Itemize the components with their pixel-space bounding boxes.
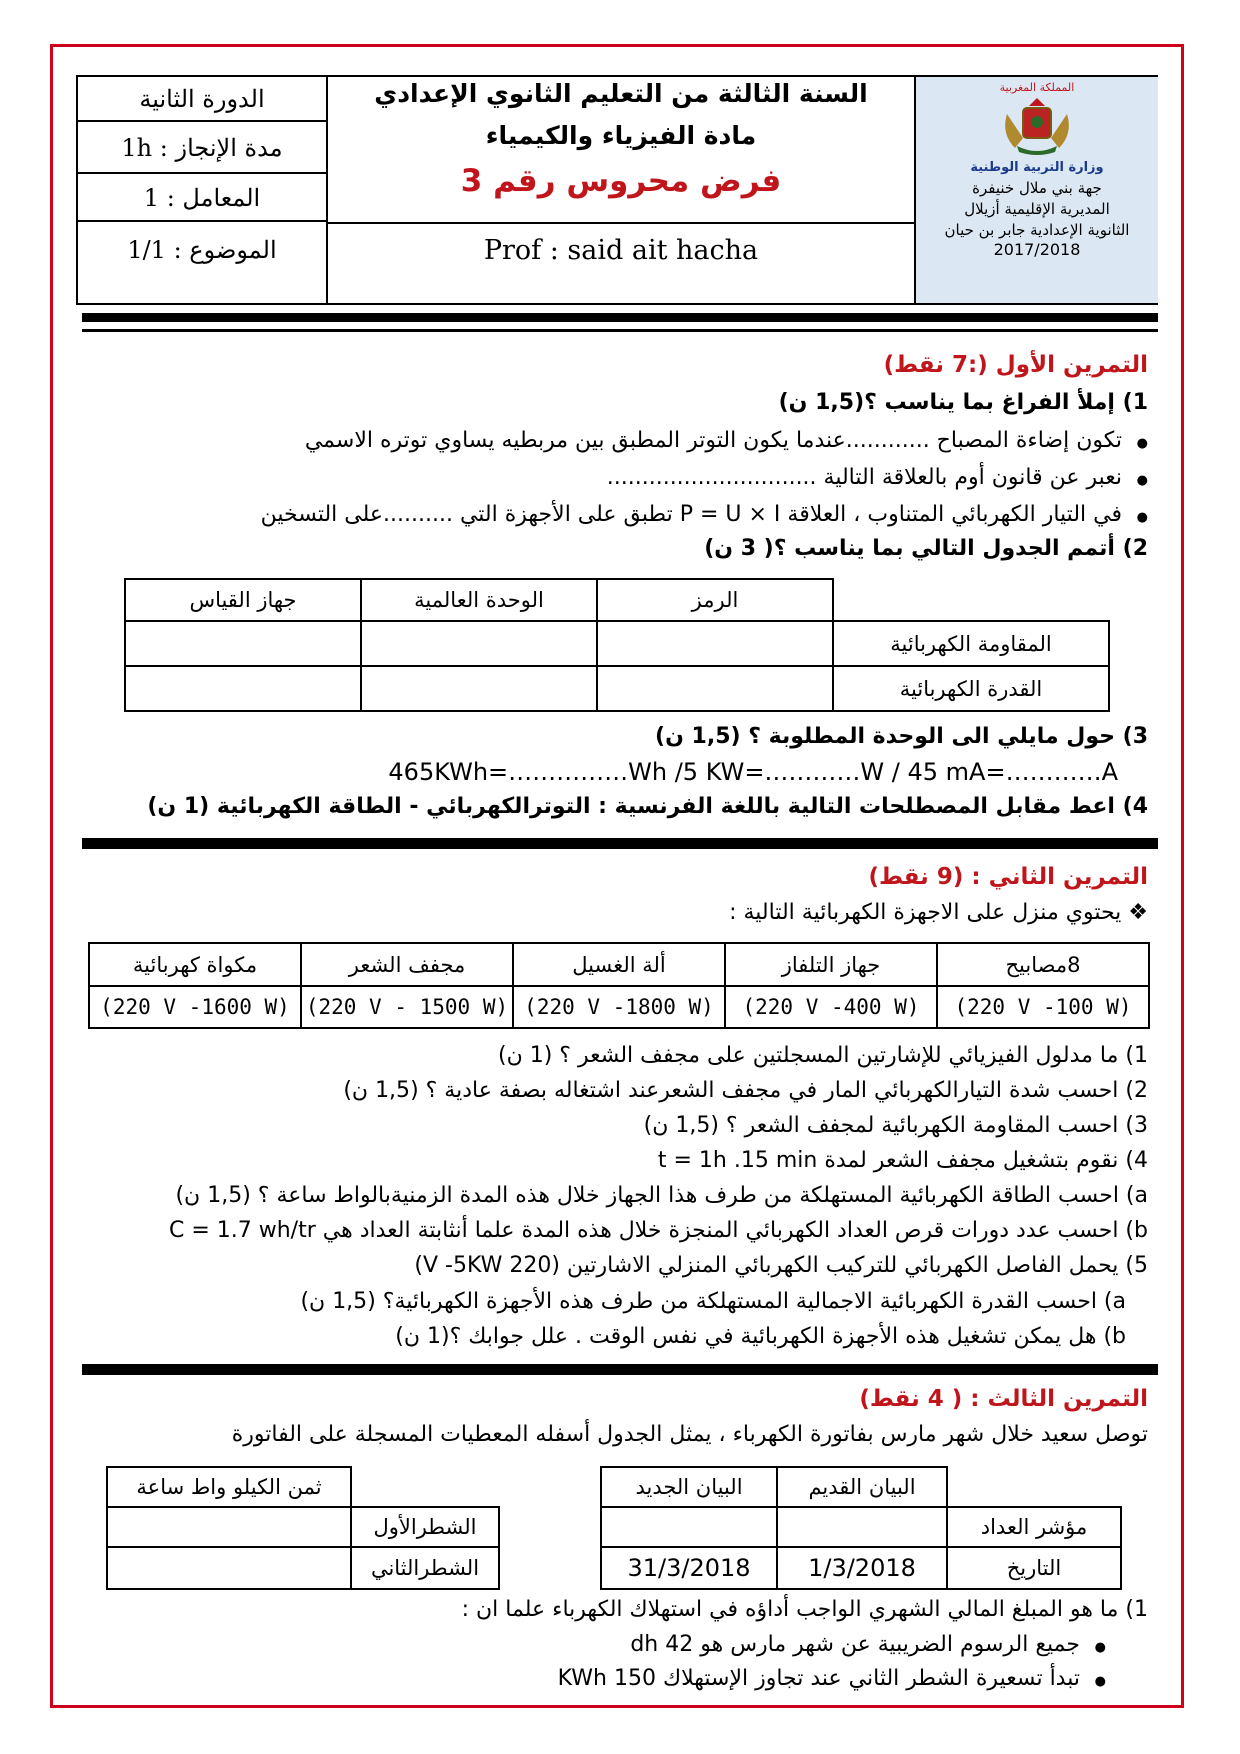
ex2-q2: 2) احسب شدة التيارالكهربائي المار في مجفف الشعرعند اشتغاله بصفة عادية ؟ (1,5 ن) xyxy=(343,1078,1148,1103)
subject-page: الموضوع : 1/1 xyxy=(127,236,277,264)
separator-line xyxy=(82,329,1158,332)
session: الدورة الثانية xyxy=(78,77,326,122)
ex1-q1: 1) إملأ الفراغ بما يناسب ؟(1,5 ن) xyxy=(778,390,1148,415)
ex3-q1: 1) ما هو المبلغ المالي الشهري الواجب أداؤه في استهلاك الكهرباء علما ان : xyxy=(461,1597,1148,1622)
ex2-qa: a) احسب الطاقة الكهربائية المستهلكة من طرف هذا الجهاز خلال هذه المدة الزمنيةبالواط ساعة ؟ (1,5 ن) xyxy=(175,1183,1148,1208)
level: السنة الثالثة من التعليم الثانوي الإعدادي xyxy=(374,79,868,108)
table-cell xyxy=(107,1507,351,1547)
device-tv: جهاز التلفاز xyxy=(725,943,937,986)
table-cell xyxy=(777,1507,947,1547)
ex3-price-table xyxy=(106,1466,500,1590)
ex2-q5a: a) احسب القدرة الكهربائية الاجمالية المستهلكة من طرف هذه الأجهزة الكهربائية؟ (1,5 ن) xyxy=(300,1289,1126,1314)
ex1-bullet-2: ● نعبر عن قانون أوم بالعلاقة التالية .............................. xyxy=(607,465,1122,490)
ex1-conversions: 465KWh=……………Wh /5 KW=…………W / 45 mA=…………A xyxy=(388,758,1118,786)
col-header-device: جهاز القياس xyxy=(125,579,361,621)
separator-bar xyxy=(82,1364,1158,1375)
region: جهة بني ملال خنيفرة xyxy=(972,179,1102,197)
ex2-q5b: b) هل يمكن تشغيل هذه الأجهزة الكهربائية في نفس الوقت . علل جوابك ؟(1 ن) xyxy=(395,1324,1126,1349)
coat-of-arms-icon xyxy=(997,94,1077,156)
empty-corner xyxy=(947,1467,1121,1507)
row-second-tier: الشطرالثاني xyxy=(351,1547,499,1589)
table-cell xyxy=(107,1547,351,1589)
ex2-title: التمرين الثاني : (9 نقط) xyxy=(868,864,1148,890)
header-old-reading: البيان القديم xyxy=(777,1467,947,1507)
ex3-meter-table xyxy=(600,1466,1122,1590)
separator-bar xyxy=(82,838,1158,849)
ex1-q4: 4) اعط مقابل المصطلحات التالية باللغة الفرنسية : التوترالكهربائي - الطاقة الكهربائية (1 ن) xyxy=(147,794,1148,819)
row-resistance: المقاومة الكهربائية xyxy=(833,621,1109,666)
row-first-tier: الشطرالأول xyxy=(351,1507,499,1547)
ex2-q1: 1) ما مدلول الفيزيائي للإشارتين المسجلتين على مجفف الشعر ؟ (1 ن) xyxy=(498,1043,1148,1068)
table-cell xyxy=(597,621,833,666)
col-header-symbol: الرمز xyxy=(597,579,833,621)
ministry-logo-box xyxy=(914,77,1158,303)
table-cell xyxy=(361,621,597,666)
table-cell xyxy=(125,666,361,711)
table-cell xyxy=(597,666,833,711)
row-meter-index: مؤشر العداد xyxy=(947,1507,1121,1547)
directorate: المديرية الإقليمية أزيلال xyxy=(964,200,1110,218)
table-cell xyxy=(125,621,361,666)
header-title-column xyxy=(326,77,914,303)
ministry-label: وزارة التربية الوطنية xyxy=(970,160,1104,175)
ex3-intro: توصل سعيد خلال شهر مارس بفاتورة الكهرباء ، يمثل الجدول أسفله المعطيات المسجلة على الفاتورة xyxy=(231,1422,1148,1447)
device-hair-dryer: مجفف الشعر xyxy=(301,943,513,986)
ex2-intro: ❖ يحتوي منزل على الاجهزة الكهربائية التالية : xyxy=(729,900,1148,925)
header-new-reading: البيان الجديد xyxy=(601,1467,777,1507)
rating-iron: (220 V -1600 W) xyxy=(89,986,301,1028)
ex1-q3: 3) حول مايلي الى الوحدة المطلوبة ؟ (1,5 ن) xyxy=(655,724,1148,749)
coefficient: المعامل : 1 xyxy=(78,174,326,222)
rating-lamps: (220 V -100 W) xyxy=(937,986,1149,1028)
kingdom-label: المملكة المغربية xyxy=(999,81,1075,94)
rating-washer: (220 V -1800 W) xyxy=(513,986,725,1028)
device-washer: ألة الغسيل xyxy=(513,943,725,986)
ex1-bullet-3: ● في التيار الكهربائي المتناوب ، العلاقة P = U × I تطبق على الأجهزة التي ..........على التسخين xyxy=(261,502,1122,527)
prof-name: Prof : said ait hacha xyxy=(483,235,759,266)
ex2-devices-table xyxy=(88,942,1150,1029)
header-info-column xyxy=(78,77,326,303)
course: مادة الفيزياء والكيمياء xyxy=(485,121,757,150)
rating-hair-dryer: (220 V - 1500 W) xyxy=(301,986,513,1028)
ex2-q3: 3) احسب المقاومة الكهربائية لمجفف الشعر ؟ (1,5 ن) xyxy=(643,1113,1148,1138)
ex1-q2: 2) أتمم الجدول التالي بما يناسب ؟( 3 ن) xyxy=(704,536,1148,561)
col-header-empty xyxy=(833,579,1109,621)
row-power: القدرة الكهربائية xyxy=(833,666,1109,711)
school: الثانوية الإعدادية جابر بن حيان xyxy=(944,221,1130,239)
duration: مدة الإنجاز : 1h xyxy=(78,122,326,174)
col-header-unit: الوحدة العالمية xyxy=(361,579,597,621)
exam-title: فرض محروس رقم 3 xyxy=(460,163,782,199)
school-year: 2017/2018 xyxy=(993,240,1081,259)
ex2-q5: 5) يحمل الفاصل الكهربائي للتركيب الكهربائي المنزلي الاشارتين (220 V -5KW) xyxy=(414,1253,1148,1278)
ex3-bullet-2: ● تبدأ تسعيرة الشطر الثاني عند تجاوز الإستهلاك 150 KWh xyxy=(558,1666,1080,1691)
ex3-bullet-1: ● جميع الرسوم الضريبية عن شهر مارس هو 42 dh xyxy=(630,1632,1080,1657)
ex1-title: التمرين الأول (:7 نقط) xyxy=(883,352,1148,378)
header-kwh-price: ثمن الكيلو واط ساعة xyxy=(107,1467,351,1507)
date-new: 31/3/2018 xyxy=(601,1547,777,1589)
ex1-table xyxy=(124,578,1110,712)
date-old: 1/3/2018 xyxy=(777,1547,947,1589)
ex2-q4: 4) نقوم بتشغيل مجفف الشعر لمدة t = 1h .15 min xyxy=(657,1148,1148,1173)
separator-bar xyxy=(82,313,1158,322)
rating-tv: (220 V -400 W) xyxy=(725,986,937,1028)
ex1-bullet-1: ● تكون إضاءة المصباح ............عندما يكون التوتر المطبق بين مربطيه يساوي توتره الاسمي xyxy=(305,428,1122,453)
exam-header xyxy=(76,75,1158,305)
table-cell xyxy=(361,666,597,711)
table-cell xyxy=(601,1507,777,1547)
ex3-title: التمرين الثالث : ( 4 نقط) xyxy=(859,1386,1148,1412)
device-lamps: 8مصابيح xyxy=(937,943,1149,986)
device-iron: مكواة كهربائية xyxy=(89,943,301,986)
empty-corner xyxy=(351,1467,499,1507)
row-date: التاريخ xyxy=(947,1547,1121,1589)
title-divider xyxy=(328,222,914,224)
ex2-qb: b) احسب عدد دورات قرص العداد الكهربائي المنجزة خلال هذه المدة علما أنثابتة العداد هي C = 1.7 wh/tr xyxy=(168,1218,1148,1243)
